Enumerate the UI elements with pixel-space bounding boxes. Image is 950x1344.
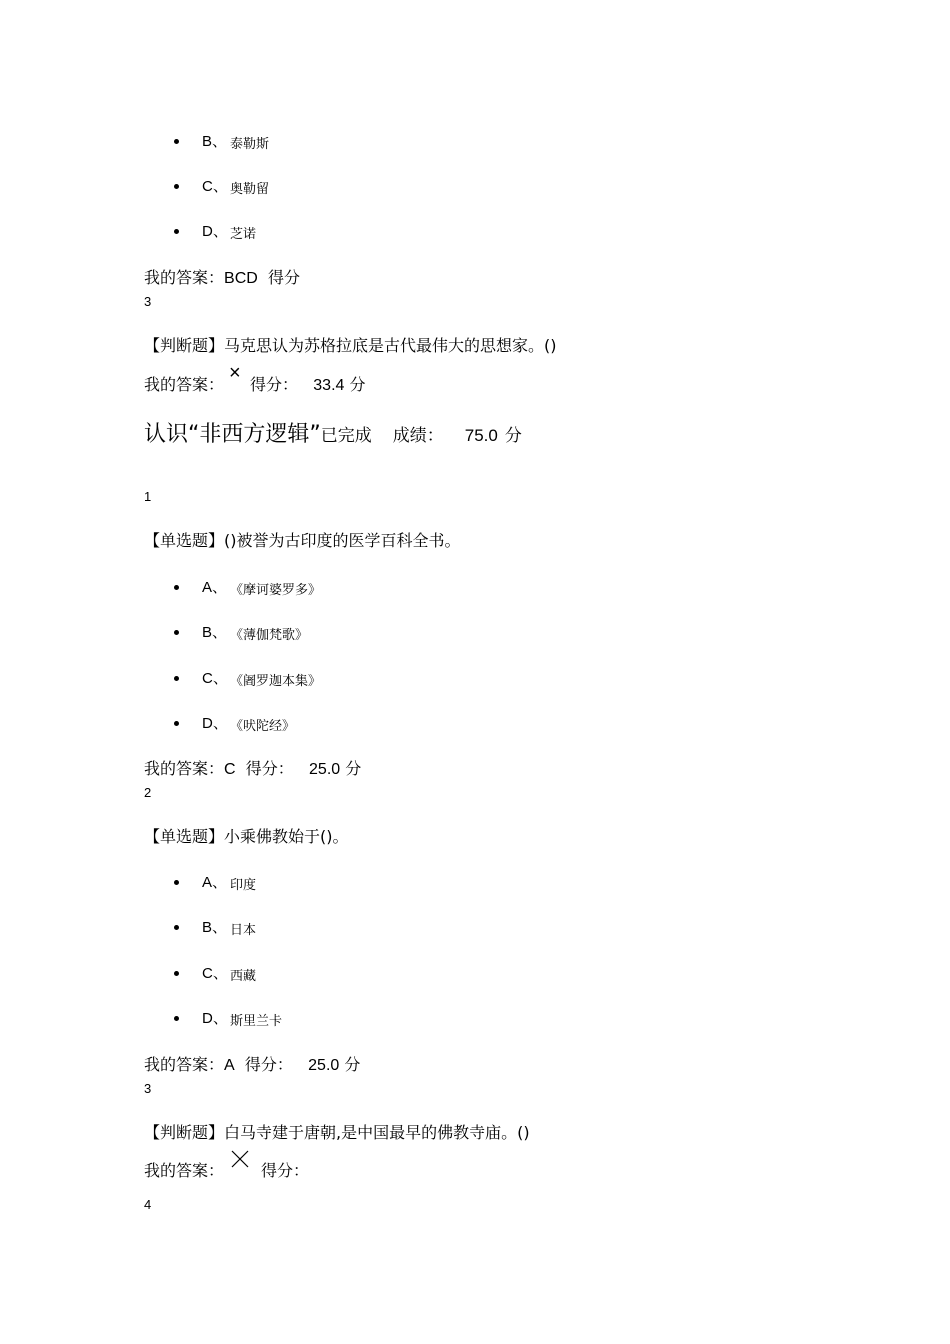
cross-mark-icon: × [229,362,241,384]
option-text: 《摩诃婆罗多》 [230,583,322,598]
option-letter: D、 [202,1010,228,1027]
score-line [250,372,366,395]
grade-value: 75.0 [464,426,498,445]
question-number: 1 [144,489,152,504]
score-label: 得分： [250,375,299,394]
bullet [174,1016,179,1021]
option-letter: B、 [202,133,228,150]
option-text: 奥勒留 [230,182,270,197]
option-letter: B、 [202,919,228,936]
option-text: 日本 [230,923,257,938]
question-number: 3 [144,294,152,309]
answer-label: 我的答案： [144,1055,225,1074]
option-text: 泰勒斯 [230,137,270,152]
bullet [174,184,179,189]
bullet [174,880,179,885]
bullet [174,229,179,234]
score-line [261,1158,309,1181]
option-letter: A、 [202,874,228,891]
option-letter: B、 [202,624,228,641]
option-text: 《吠陀经》 [230,719,296,734]
option-text: 《薄伽梵歌》 [230,628,309,643]
score-label: 得分： [244,1055,293,1074]
bullet [174,585,179,590]
section-status: 已完成 [320,426,372,446]
question-text: 【单选题】()被誉为古印度的医学百科全书。 [144,531,461,550]
option-text: 芝诺 [230,227,257,242]
answer-line [144,1158,224,1181]
answer-value: C [224,761,236,778]
grade-label: 成绩： [392,426,444,446]
score-value: 25.0 [308,1057,340,1074]
score-value: 25.0 [309,761,341,778]
answer-value: A [224,1057,235,1074]
grade-unit: 分 [504,426,522,446]
answer-line [144,372,224,395]
option-text: 印度 [230,878,257,893]
answer-value: BCD [224,270,258,287]
section-title: 认识“非西方逻辑” [144,422,321,447]
score-label: 得分： [245,759,294,778]
bullet [174,139,179,144]
score-value: 33.4 [313,377,345,394]
question-text: 【单选题】小乘佛教始于()。 [144,827,349,846]
question-text: 【判断题】白马寺建于唐朝,是中国最早的佛教寺庙。() [144,1123,530,1142]
bullet [174,925,179,930]
answer-label: 我的答案： [144,375,225,394]
option-text: 《阇罗迦本集》 [230,674,322,689]
question-number: 2 [144,785,152,800]
answer-line [144,756,361,779]
score-label: 得分 [267,268,300,287]
question-number: 4 [144,1197,152,1212]
answer-label: 我的答案： [144,759,225,778]
bullet [174,676,179,681]
score-label: 得分： [261,1161,310,1180]
bullet [174,630,179,635]
bullet [174,721,179,726]
option-letter: A、 [202,579,228,596]
score-unit: 分 [349,375,366,394]
option-text: 西藏 [230,969,257,984]
answer-line [144,265,300,288]
score-unit: 分 [344,1055,361,1074]
answer-label: 我的答案： [144,268,225,287]
bullet [174,971,179,976]
option-text: 斯里兰卡 [230,1014,283,1029]
option-letter: C、 [202,670,228,687]
option-letter: C、 [202,178,228,195]
score-unit: 分 [345,759,362,778]
answer-line [144,1052,360,1075]
question-number: 3 [144,1081,152,1096]
answer-label: 我的答案： [144,1161,225,1180]
option-letter: D、 [202,715,228,732]
cross-mark-icon [231,1150,249,1168]
question-text: 【判断题】马克思认为苏格拉底是古代最伟大的思想家。() [144,336,557,355]
option-letter: C、 [202,965,228,982]
section-header [144,417,522,448]
option-letter: D、 [202,223,228,240]
